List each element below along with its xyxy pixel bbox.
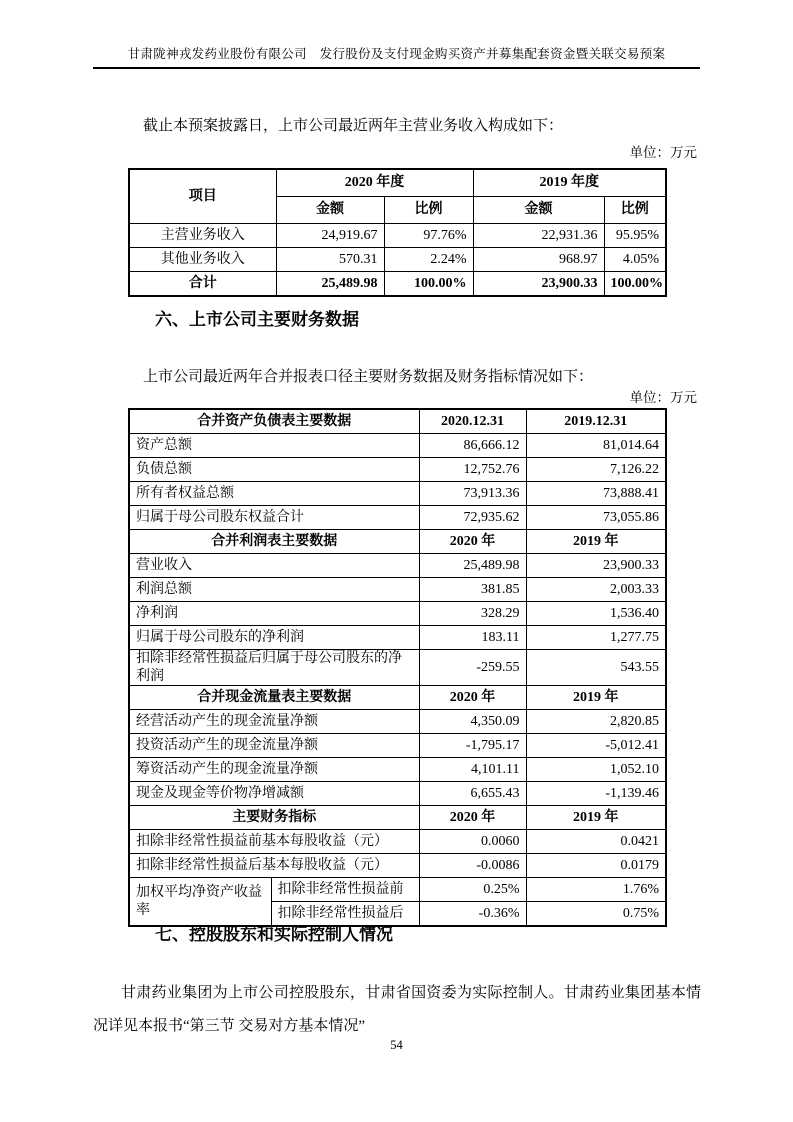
revenue-table xyxy=(128,168,667,297)
col-header-amount-2020: 金额 xyxy=(276,197,384,224)
value-cell: 543.55 xyxy=(526,650,666,686)
roe-merged-label-cell: 加权平均净资产收益率 xyxy=(129,878,271,927)
value-cell: 97.76% xyxy=(384,224,473,248)
table-row xyxy=(129,248,666,272)
row-label-cell: 现金及现金等价物净增减额 xyxy=(129,782,419,806)
value-cell: 86,666.12 xyxy=(419,434,526,458)
table-row xyxy=(129,782,666,806)
section-title-cell: 主要财务指标 xyxy=(129,806,419,830)
value-cell: 381.85 xyxy=(419,578,526,602)
table-row xyxy=(129,578,666,602)
roe-sub-label-cell: 扣除非经常性损益后 xyxy=(271,902,419,927)
value-cell: 100.00% xyxy=(384,272,473,297)
col-header-2019: 2019 年 xyxy=(526,806,666,830)
row-label-cell: 所有者权益总额 xyxy=(129,482,419,506)
table-row xyxy=(129,830,666,854)
table-row xyxy=(129,482,666,506)
table-row xyxy=(129,434,666,458)
controller-paragraph: 甘肃药业集团为上市公司控股股东，甘肃省国资委为实际控制人。甘肃药业集团基本情况详见本报书“第三节 交易对方基本情况” xyxy=(93,985,701,1034)
value-cell: 1,277.75 xyxy=(526,626,666,650)
row-label-cell: 归属于母公司股东的净利润 xyxy=(129,626,419,650)
value-cell: 0.75% xyxy=(526,902,666,927)
table-row xyxy=(129,224,666,248)
row-label-cell: 营业收入 xyxy=(129,554,419,578)
document-header xyxy=(93,44,700,69)
table-row xyxy=(129,626,666,650)
item-label-cell: 其他业务收入 xyxy=(129,248,276,272)
table-row xyxy=(129,458,666,482)
value-cell: -0.36% xyxy=(419,902,526,927)
section-7-title: 七、控股股东和实际控制人情况 xyxy=(155,925,393,944)
value-cell: -1,139.46 xyxy=(526,782,666,806)
table-row xyxy=(129,710,666,734)
value-cell: 0.0179 xyxy=(526,854,666,878)
col-header-2019: 2019.12.31 xyxy=(526,409,666,434)
value-cell: 1,536.40 xyxy=(526,602,666,626)
value-cell: 4,350.09 xyxy=(419,710,526,734)
value-cell: 2,820.85 xyxy=(526,710,666,734)
section-title-cell: 合并利润表主要数据 xyxy=(129,530,419,554)
financial-intro-paragraph: 上市公司最近两年合并报表口径主要财务数据及财务指标情况如下： xyxy=(143,369,594,385)
item-label-cell: 主营业务收入 xyxy=(129,224,276,248)
col-header-2019: 2019 年 xyxy=(526,686,666,710)
income-section-header-row xyxy=(129,530,666,554)
value-cell: 4.05% xyxy=(604,248,666,272)
row-label-cell: 利润总额 xyxy=(129,578,419,602)
value-cell: 4,101.11 xyxy=(419,758,526,782)
unit-label-revenue: 单位：万元 xyxy=(629,145,697,160)
col-header-item: 项目 xyxy=(129,169,276,224)
table-row xyxy=(129,758,666,782)
value-cell: -259.55 xyxy=(419,650,526,686)
value-cell: 1.76% xyxy=(526,878,666,902)
value-cell: -0.0086 xyxy=(419,854,526,878)
unit-label-financial: 单位：万元 xyxy=(629,390,697,405)
row-label-cell: 资产总额 xyxy=(129,434,419,458)
col-header-2020: 2020 年 xyxy=(419,806,526,830)
row-label-cell: 扣除非经常性损益后基本每股收益（元） xyxy=(129,854,419,878)
table-row xyxy=(129,734,666,758)
financial-data-table xyxy=(128,408,667,927)
cashflow-section-header-row xyxy=(129,686,666,710)
value-cell: 0.0421 xyxy=(526,830,666,854)
total-label-cell: 合计 xyxy=(129,272,276,297)
value-cell: 25,489.98 xyxy=(419,554,526,578)
value-cell: 95.95% xyxy=(604,224,666,248)
value-cell: 968.97 xyxy=(473,248,604,272)
col-header-2020: 2020.12.31 xyxy=(419,409,526,434)
value-cell: 73,888.41 xyxy=(526,482,666,506)
value-cell: 73,913.36 xyxy=(419,482,526,506)
section-title-cell: 合并资产负债表主要数据 xyxy=(129,409,419,434)
document-header-title: 甘肃陇神戎发药业股份有限公司 发行股份及支付现金购买资产并募集配套资金暨关联交易预案 xyxy=(127,47,666,61)
value-cell: 22,931.36 xyxy=(473,224,604,248)
total-row xyxy=(129,272,666,297)
revenue-header-row-1 xyxy=(129,169,666,197)
value-cell: 570.31 xyxy=(276,248,384,272)
row-label-cell: 扣除非经常性损益后归属于母公司股东的净利润 xyxy=(129,650,419,686)
value-cell: 183.11 xyxy=(419,626,526,650)
col-header-ratio-2020: 比例 xyxy=(384,197,473,224)
value-cell: 23,900.33 xyxy=(473,272,604,297)
page-number: 54 xyxy=(390,1038,403,1052)
table-row xyxy=(129,602,666,626)
value-cell: -5,012.41 xyxy=(526,734,666,758)
table-row xyxy=(129,554,666,578)
row-label-cell: 投资活动产生的现金流量净额 xyxy=(129,734,419,758)
value-cell: 24,919.67 xyxy=(276,224,384,248)
row-label-cell: 归属于母公司股东权益合计 xyxy=(129,506,419,530)
value-cell: -1,795.17 xyxy=(419,734,526,758)
roe-sub-label-cell: 扣除非经常性损益前 xyxy=(271,878,419,902)
col-header-2019: 2019 年 xyxy=(526,530,666,554)
value-cell: 12,752.76 xyxy=(419,458,526,482)
col-header-2020: 2020 年度 xyxy=(276,169,473,197)
col-header-2020: 2020 年 xyxy=(419,686,526,710)
value-cell: 0.25% xyxy=(419,878,526,902)
revenue-intro-paragraph: 截止本预案披露日，上市公司最近两年主营业务收入构成如下： xyxy=(143,118,564,134)
row-label-cell: 筹资活动产生的现金流量净额 xyxy=(129,758,419,782)
value-cell: 1,052.10 xyxy=(526,758,666,782)
row-label-cell: 经营活动产生的现金流量净额 xyxy=(129,710,419,734)
col-header-ratio-2019: 比例 xyxy=(604,197,666,224)
indicators-section-header-row xyxy=(129,806,666,830)
value-cell: 7,126.22 xyxy=(526,458,666,482)
col-header-2019: 2019 年度 xyxy=(473,169,666,197)
value-cell: 81,014.64 xyxy=(526,434,666,458)
section-6-title: 六、上市公司主要财务数据 xyxy=(155,310,359,329)
section-title-cell: 合并现金流量表主要数据 xyxy=(129,686,419,710)
col-header-2020: 2020 年 xyxy=(419,530,526,554)
value-cell: 100.00% xyxy=(604,272,666,297)
row-label-cell: 负债总额 xyxy=(129,458,419,482)
value-cell: 328.29 xyxy=(419,602,526,626)
row-label-cell: 扣除非经常性损益前基本每股收益（元） xyxy=(129,830,419,854)
roe-row xyxy=(129,878,666,902)
value-cell: 0.0060 xyxy=(419,830,526,854)
value-cell: 2.24% xyxy=(384,248,473,272)
value-cell: 73,055.86 xyxy=(526,506,666,530)
table-row xyxy=(129,854,666,878)
value-cell: 23,900.33 xyxy=(526,554,666,578)
value-cell: 72,935.62 xyxy=(419,506,526,530)
value-cell: 6,655.43 xyxy=(419,782,526,806)
table-row xyxy=(129,506,666,530)
table-row xyxy=(129,650,666,686)
row-label-cell: 净利润 xyxy=(129,602,419,626)
value-cell: 2,003.33 xyxy=(526,578,666,602)
balance-section-header-row xyxy=(129,409,666,434)
value-cell: 25,489.98 xyxy=(276,272,384,297)
col-header-amount-2019: 金额 xyxy=(473,197,604,224)
